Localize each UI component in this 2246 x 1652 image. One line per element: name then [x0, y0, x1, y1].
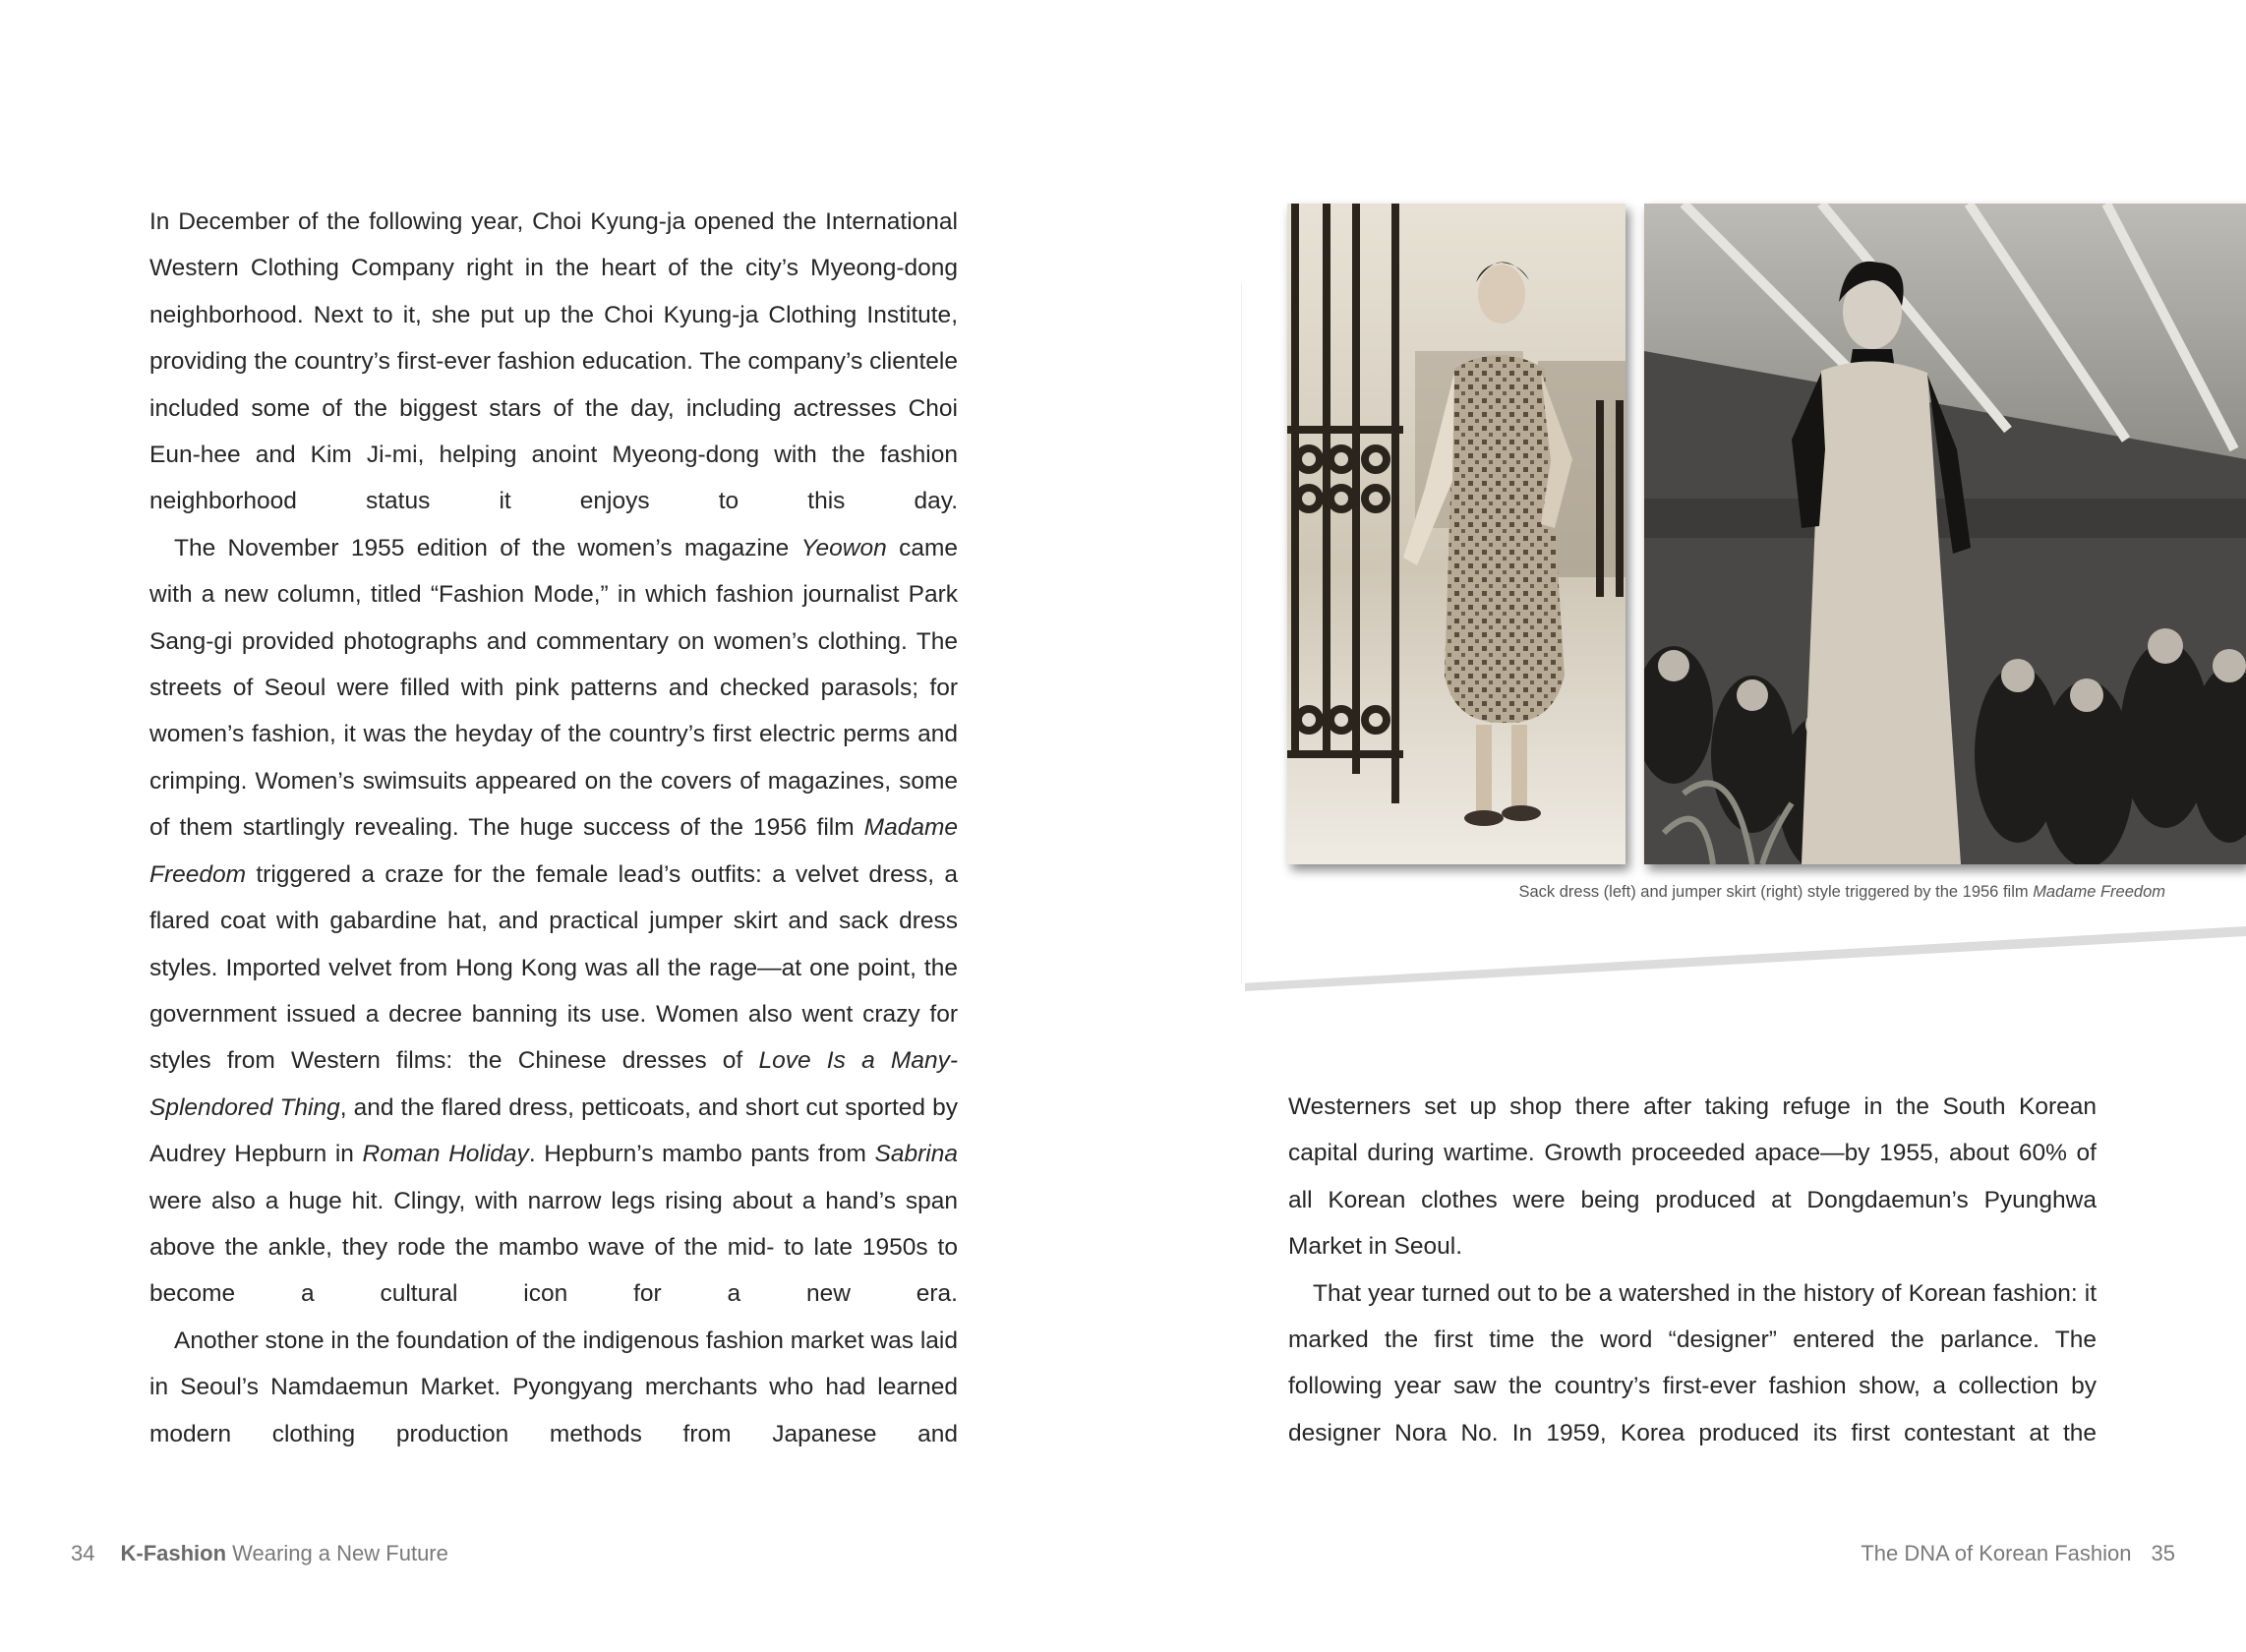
caption-text: Sack dress (left) and jumper skirt (right) style triggered by the 1956 film	[1518, 883, 2034, 901]
p2-text-d: , and the flared dress, petticoats, and short cut sported by Audrey Hepburn in	[149, 1093, 958, 1168]
paragraph-3: Another stone in the foundation of the indigenous fashion market was laid in Seoul’s Namdaemun Market. Pyongyang merchants who had learned modern clothing production methods from Japanese and	[149, 1327, 958, 1447]
paragraph-2	[149, 525, 958, 1318]
right-paragraph-2: That year turned out to be a watershed in the history of Korean fashion: it marked the first time the word “designer” entered the parlance. The following year saw the country’s first-ever fashion show, a collection by designer Nora No. In 1959, Korea produced its first contestant at the	[1288, 1279, 2097, 1446]
book-title-bold: K-Fashion	[120, 1541, 227, 1565]
jumper-skirt-photo	[1644, 204, 2246, 864]
p2-text-b: came with a new column, titled “Fashion Mode,” in which fashion journalist Park Sang-gi provided photographs and commentary on women’s clothing. The streets of Seoul were filled with pink patterns and checked parasols; for women’s fashion, it was the heyday of the country’s first electric perms and crimping. Women’s swimsuits appeared on the covers of magazines, some of them startlingly revealing. The huge success of the 1956 film	[149, 534, 958, 842]
jumper-skirt-illustration	[1644, 204, 2246, 864]
film-title-roman-holiday: Roman Holiday	[362, 1141, 529, 1168]
right-page-number: 35	[2151, 1541, 2175, 1565]
film-title-sabrina: Sabrina	[874, 1141, 958, 1168]
photo-caption	[1455, 883, 2165, 902]
book-title-subtitle: Wearing a New Future	[232, 1541, 448, 1565]
paragraph-1: In December of the following year, Choi Kyung-ja opened the International Western Clothing Company right in the heart of the city’s Myeong-dong neighborhood. Next to it, she put up the Choi Kyung-ja Clothing Institute, providing the country’s first-ever fashion education. The company’s clientele included some of the biggest stars of the day, including actresses Choi Eun-hee and Kim Ji-mi, helping anoint Myeong-dong with the fashion neighborhood status it enjoys to this day.	[149, 208, 958, 515]
left-page-footer	[71, 1541, 448, 1566]
right-paragraph-1: Westerners set up shop there after taking refuge in the South Korean capital during wartime. Growth proceeded apace—by 1955, about 60% of all Korean clothes were being produced at Dongdaemun’s Pyunghwa Market in Seoul.	[1288, 1093, 2097, 1261]
p2-text-c: triggered a craze for the female lead’s outfits: a velvet dress, a flared coat with gabardine hat, and practical jumper skirt and sack dress styles. Imported velvet from Hong Kong was all the rage—at one point, the government issued a decree banning its use. Women also went crazy for styles from Western films: the Chinese dresses of	[149, 860, 958, 1075]
left-page-number: 34	[71, 1541, 95, 1565]
p2-text-f: were also a huge hit. Clingy, with narrow legs rising about a hand’s span above the ankle, they rode the mambo wave of the mid- to late 1950s to become a cultural icon for a new era.	[149, 1187, 958, 1308]
film-title-love-is-a-many-splendored-thing: Love Is a Many-Splendored Thing	[149, 1047, 958, 1121]
caption-film-title: Madame Freedom	[2033, 883, 2165, 901]
right-page-footer	[1861, 1541, 2175, 1566]
sack-dress-illustration	[1287, 204, 1625, 864]
sack-dress-photo	[1287, 204, 1625, 864]
chapter-title: The DNA of Korean Fashion	[1861, 1541, 2132, 1565]
magazine-title-yeowon: Yeowon	[800, 534, 887, 561]
p2-text-e: . Hepburn’s mambo pants from	[528, 1141, 875, 1168]
film-title-madame-freedom: Madame Freedom	[149, 814, 958, 888]
p2-text-a: The November 1955 edition of the women’s magazine	[174, 534, 801, 561]
right-page-body	[1288, 1084, 2097, 1456]
left-page-body	[149, 199, 958, 1457]
